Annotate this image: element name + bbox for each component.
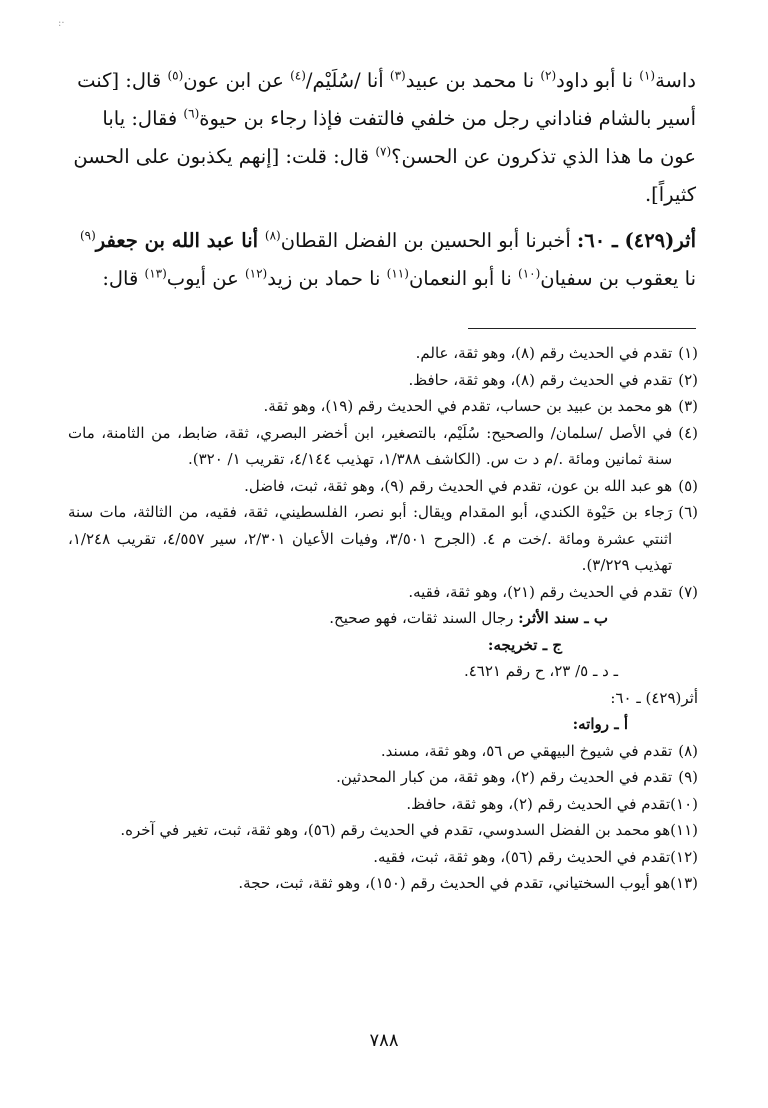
sanad-line bbox=[68, 605, 698, 632]
footnote-11 bbox=[68, 817, 698, 844]
footnote-8 bbox=[68, 738, 698, 765]
main-text-segment: نا أبو داود bbox=[556, 69, 640, 92]
main-text bbox=[68, 62, 696, 298]
footnote-7 bbox=[68, 579, 698, 606]
main-text-segment: قال: قلت: [إنهم يكذبون على الحسن كثيراً]. bbox=[73, 145, 696, 206]
footnote-text: رَجاء بن حَيْوة الكندي، أبو المقدام ويقال: أبو نصر، الفلسطيني، ثقة، فقيه، من الثالثة، مات سنة اثنتي عشرة ومائة ./خت م ٤. (الجرح ٣/٥٠١، وفيات الأعيان ٢/٣٠١، سير ٤/٥٥٧، تقريب ١/٢٤٨، تهذيب ٣/٢٢٩). bbox=[68, 503, 673, 574]
footnote-number: (٧) bbox=[678, 582, 698, 601]
footnote-ref-7[interactable]: (٧) bbox=[375, 144, 392, 159]
main-text-segment: أنا /سُلَيْم/ bbox=[305, 69, 390, 92]
main-text-segment: نا أبو النعمان bbox=[408, 267, 519, 290]
footnote-13 bbox=[68, 870, 698, 897]
takhrij-text: ـ د ـ ٥/ ٢٣، ح رقم ٤٦٢١. bbox=[463, 662, 618, 680]
footnote-text: تقدم في الحديث رقم (٨)، وهو ثقة، عالم. bbox=[415, 344, 673, 362]
footnote-ref-6[interactable]: (٦) bbox=[183, 106, 200, 121]
sanad-text: رجال السند ثقات، فهو صحيح. bbox=[329, 609, 519, 627]
footnote-text: تقدم في الحديث رقم (٢)، وهو ثقة، من كبار المحدثين. bbox=[336, 768, 673, 786]
footnote-text: تقدم في شيوخ البيهقي ص ٥٦، وهو ثقة، مسند. bbox=[380, 741, 673, 760]
footnote-number: (٤) bbox=[678, 423, 698, 442]
footnote-ref-13[interactable]: (١٣) bbox=[144, 266, 167, 281]
footnote-number: (٣) bbox=[678, 397, 698, 415]
main-text-segment: قال: bbox=[102, 267, 145, 290]
main-text-segment: فقال: يابا عون ما هذا الذي تذكرون عن الحسن؟ bbox=[102, 107, 696, 168]
footnote-number: (٦) bbox=[678, 503, 698, 521]
footnote-text: تقدم في الحديث رقم (٢١)، وهو ثقة، فقيه. bbox=[408, 582, 673, 601]
footnote-12 bbox=[68, 844, 698, 871]
footnote-ref-2[interactable]: (٢) bbox=[540, 68, 557, 83]
footnote-number: (٢) bbox=[678, 370, 698, 389]
footnote-number: (٥) bbox=[678, 476, 698, 495]
main-text-segment: نا يعقوب بن سفيان bbox=[540, 267, 696, 290]
ruwat-label: أ ـ رواته: bbox=[572, 715, 628, 733]
footnotes bbox=[68, 340, 698, 897]
main-text-segment: نا حماد بن زيد bbox=[267, 267, 387, 290]
athar-label: أثر(٤٢٩) ـ ٦٠: bbox=[577, 229, 696, 252]
page-number: ٧٨٨ bbox=[369, 1030, 399, 1051]
footnote-ref-3[interactable]: (٣) bbox=[389, 68, 406, 83]
ruwat-heading bbox=[68, 711, 698, 738]
footnote-6 bbox=[68, 499, 698, 579]
corner-mark: ·: bbox=[58, 18, 65, 29]
footnote-1 bbox=[68, 340, 698, 367]
main-text-segment: أخبرنا أبو الحسين بن الفضل القطان bbox=[280, 229, 578, 252]
main-text-segment: نا محمد بن عبيد bbox=[405, 69, 541, 92]
footnote-number: (١٣) bbox=[670, 874, 698, 892]
footnote-ref-8[interactable]: (٨) bbox=[264, 228, 281, 243]
athar-reference-text: أثر(٤٢٩) ـ ٦٠: bbox=[610, 688, 698, 707]
footnote-number: (٨) bbox=[678, 741, 698, 760]
footnote-ref-11[interactable]: (١١) bbox=[386, 266, 409, 281]
footnote-number: (١٢) bbox=[670, 847, 698, 866]
hadith-paragraph bbox=[68, 62, 696, 214]
main-text-segment: أنا عبد الله بن جعفر bbox=[95, 229, 265, 252]
footnote-text: في الأصل /سلمان/ والصحيح: سُلَيْم، بالتصغير، ابن أخضر البصري، ثقة، ضابط، من الثامنة، مات سنة ثمانين ومائة ./م د ت س. (الكاشف ١/٣٨٨، تهذيب ٤/١٤٤، تقريب ١/ ٣٢٠). bbox=[68, 423, 673, 468]
athar-reference bbox=[68, 685, 698, 712]
takhrij-line bbox=[68, 658, 698, 685]
footnote-ref-10[interactable]: (١٠) bbox=[518, 266, 541, 281]
main-text-segment: قال: [كنت أسير بالشام فناداني رجل من خلفي فالتفت فإذا رجاء بن حيوة bbox=[77, 69, 696, 130]
footnote-ref-4[interactable]: (٤) bbox=[290, 68, 306, 83]
main-text-segment: عن أيوب bbox=[166, 267, 245, 290]
footnote-3 bbox=[68, 393, 698, 420]
footnote-separator bbox=[468, 328, 696, 329]
footnote-number: (٩) bbox=[678, 768, 698, 786]
main-text-segment: عن ابن عون bbox=[183, 69, 291, 92]
footnote-text: هو محمد بن عبيد بن حساب، تقدم في الحديث رقم (١٩)، وهو ثقة. bbox=[263, 397, 673, 415]
main-text-segment: داسة bbox=[655, 69, 696, 92]
takhrij-heading bbox=[68, 632, 698, 659]
sanad-label: ب ـ سند الأثر: bbox=[518, 609, 608, 627]
footnote-text: تقدم في الحديث رقم (٢)، وهو ثقة، حافظ. bbox=[406, 794, 671, 813]
footnote-ref-9[interactable]: (٩) bbox=[79, 228, 96, 243]
takhrij-label: ج ـ تخريجه: bbox=[487, 635, 562, 654]
footnote-ref-1[interactable]: (١) bbox=[639, 68, 656, 83]
footnote-10 bbox=[68, 791, 698, 818]
footnote-text: تقدم في الحديث رقم (٥٦)، وهو ثقة، ثبت، فقيه. bbox=[373, 847, 671, 866]
footnote-4 bbox=[68, 420, 698, 473]
footnote-text: هو أيوب السختياني، تقدم في الحديث رقم (١٥٠)، وهو ثقة، ثبت، حجة. bbox=[238, 874, 671, 892]
footnote-number: (١٠) bbox=[670, 794, 698, 813]
footnote-ref-5[interactable]: (٥) bbox=[167, 68, 184, 83]
footnote-2 bbox=[68, 367, 698, 394]
footnote-text: هو عبد الله بن عون، تقدم في الحديث رقم (٩)، وهو ثقة، ثبت، فاضل. bbox=[244, 476, 673, 495]
footnote-number: (١) bbox=[678, 344, 698, 362]
footnote-9 bbox=[68, 764, 698, 791]
footnote-ref-12[interactable]: (١٢) bbox=[244, 266, 268, 281]
footnote-text: تقدم في الحديث رقم (٨)، وهو ثقة، حافظ. bbox=[408, 370, 673, 389]
footnote-number: (١١) bbox=[670, 821, 698, 839]
footnote-text: هو محمد بن الفضل السدوسي، تقدم في الحديث رقم (٥٦)، وهو ثقة، ثبت، تغير في آخره. bbox=[120, 821, 671, 839]
athar-paragraph bbox=[68, 222, 696, 298]
footnote-5 bbox=[68, 473, 698, 500]
